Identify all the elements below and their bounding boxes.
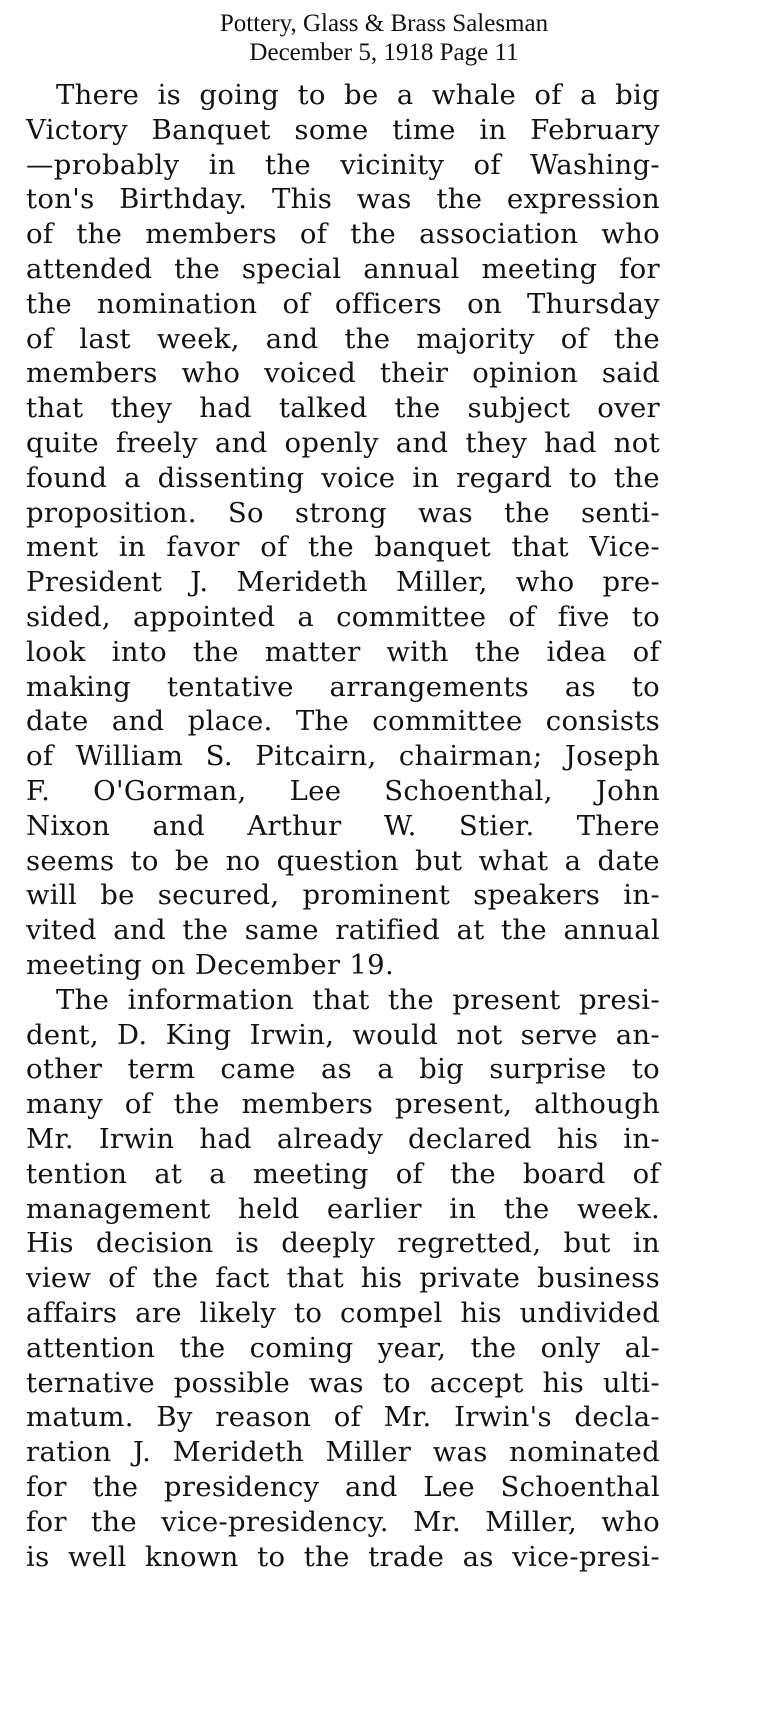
- line-text: matum. By reason of Mr. Irwin's decla-: [26, 1401, 660, 1434]
- line-text: of the members of the association who: [26, 218, 660, 251]
- text-line: [26, 1540, 660, 1573]
- line-text: ternative possible was to accept his ulti-: [26, 1366, 660, 1399]
- text-line: [26, 322, 660, 355]
- line-text: There is going to be a whale of a big: [56, 79, 660, 111]
- text-line: [26, 775, 660, 807]
- text-line: [26, 914, 660, 947]
- text-line: [26, 1505, 660, 1538]
- text-line: [26, 844, 660, 877]
- line-text: meeting on December 19.: [26, 949, 395, 981]
- line-text: dent, D. King Irwin, would not serve an-: [26, 1018, 660, 1051]
- text-line: [26, 287, 660, 320]
- line-text: many of the members present, although: [26, 1088, 660, 1121]
- text-line: [26, 531, 660, 564]
- text-line: [26, 183, 660, 216]
- text-line: [26, 1088, 660, 1121]
- text-line: [26, 148, 660, 181]
- line-text: tention at a meeting of the board of: [26, 1157, 660, 1190]
- text-line: [26, 635, 660, 668]
- line-text: quite freely and openly and they had not: [26, 427, 660, 459]
- publication-title: Pottery, Glass & Brass Salesman: [219, 10, 549, 37]
- text-line: [26, 1262, 660, 1295]
- line-text: vited and the same ratified at the annual: [26, 914, 660, 947]
- line-text: seems to be no question but what a date: [26, 844, 660, 877]
- text-line: [26, 1053, 660, 1086]
- line-text: will be secured, prominent speakers in-: [26, 879, 660, 912]
- line-text: ton's Birthday. This was the expression: [26, 183, 660, 216]
- line-text: —probably in the vicinity of Washing-: [26, 148, 660, 181]
- line-text: President J. Merideth Miller, who pre-: [26, 566, 660, 599]
- line-text: proposition. So strong was the senti-: [26, 496, 660, 529]
- text-line: [26, 392, 660, 425]
- line-text: view of the fact that his private business: [26, 1262, 660, 1295]
- text-line: [26, 1157, 660, 1190]
- line-text: look into the matter with the idea of: [26, 635, 660, 668]
- text-line: [26, 1018, 660, 1051]
- line-text: F. O'Gorman, Lee Schoenthal, John: [26, 775, 660, 807]
- text-line: [26, 427, 660, 459]
- line-text: that they had talked the subject over: [26, 392, 660, 425]
- line-text: other term came as a big surprise to: [26, 1053, 660, 1086]
- line-text: for the presidency and Lee Schoenthal: [26, 1471, 660, 1503]
- line-text: of William S. Pitcairn, chairman; Joseph: [26, 740, 660, 773]
- line-text: attended the special annual meeting for: [26, 253, 660, 285]
- text-line: [26, 1471, 660, 1503]
- line-text: for the vice-presidency. Mr. Miller, who: [26, 1505, 660, 1538]
- line-text: making tentative arrangements as to: [26, 670, 660, 703]
- text-line: [26, 1192, 660, 1225]
- text-line: [26, 809, 660, 842]
- line-text: management held earlier in the week.: [26, 1192, 660, 1225]
- line-text: The information that the present presi-: [56, 983, 660, 1016]
- text-line: [26, 670, 660, 703]
- text-line: [26, 1401, 660, 1434]
- line-text: Mr. Irwin had already declared his in-: [26, 1123, 660, 1155]
- text-line: [26, 1227, 660, 1260]
- text-line: [26, 357, 660, 390]
- paragraph-first-line: [56, 983, 660, 1016]
- line-text: date and place. The committee consists: [26, 705, 660, 738]
- paragraph-first-line: [56, 79, 660, 111]
- text-line: [26, 566, 660, 599]
- text-line: [26, 253, 660, 285]
- line-text: members who voiced their opinion said: [26, 357, 660, 390]
- text-line: [26, 740, 660, 773]
- line-text: of last week, and the majority of the: [26, 322, 660, 355]
- text-line: [26, 601, 660, 633]
- publication-date-page: December 5, 1918 Page 11: [249, 39, 519, 66]
- line-text: His decision is deeply regretted, but in: [26, 1227, 660, 1260]
- text-line: [26, 1331, 660, 1364]
- text-line: [26, 496, 660, 529]
- text-line: [26, 705, 660, 738]
- line-text: Victory Banquet some time in February: [26, 113, 660, 146]
- text-line: [26, 949, 660, 981]
- text-line: [26, 1297, 660, 1329]
- line-text: affairs are likely to compel his undivided: [26, 1297, 660, 1329]
- line-text: attention the coming year, the only al-: [26, 1331, 660, 1364]
- line-text: found a dissenting voice in regard to the: [26, 461, 660, 494]
- text-line: [26, 218, 660, 251]
- line-text: the nomination of officers on Thursday: [26, 287, 660, 320]
- line-text: sided, appointed a committee of five to: [26, 601, 660, 633]
- line-text: is well known to the trade as vice-presi-: [26, 1540, 660, 1573]
- text-line: [26, 1436, 660, 1469]
- text-line: [26, 113, 660, 146]
- text-line: [26, 461, 660, 494]
- line-text: ration J. Merideth Miller was nominated: [26, 1436, 660, 1469]
- text-line: [26, 879, 660, 912]
- text-line: [26, 1123, 660, 1155]
- line-text: ment in favor of the banquet that Vice-: [26, 531, 660, 564]
- text-line: [26, 1366, 660, 1399]
- line-text: Nixon and Arthur W. Stier. There: [26, 809, 660, 842]
